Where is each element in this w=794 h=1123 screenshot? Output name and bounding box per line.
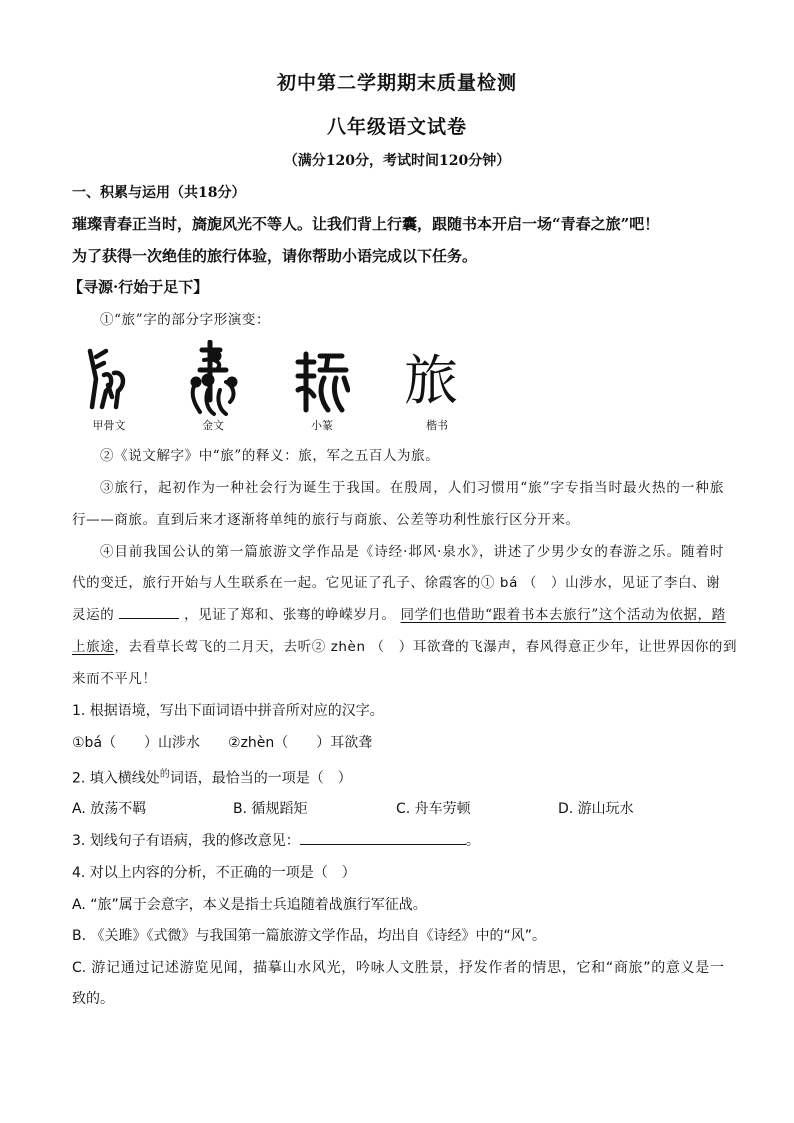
item-4-line-2-post: （ ）山涉水，见证了李白、谢 bbox=[522, 575, 721, 591]
glyph-label-bronze: 金文 bbox=[202, 419, 224, 432]
item-3-line-1: ③旅行，起初作为一种社会行为诞生于我国。在殷周，人们习惯用“旅”字专指当时最火热的一种旅 bbox=[100, 480, 724, 496]
item-2: ②《说文解字》中“旅”的释义：旅，军之五百人为旅。 bbox=[100, 448, 440, 464]
pinyin-zhen: zhèn bbox=[330, 639, 366, 655]
page-subtitle: 八年级语文试卷 bbox=[326, 116, 467, 138]
answer-blank-revision[interactable] bbox=[300, 830, 466, 845]
q4-option-c-line-1[interactable]: C. 游记通过记述游览见闻，描摹山水风光，吟咏人文胜景，抒发作者的情思，它和“商旅”的意义是一 bbox=[72, 960, 724, 976]
q2-option-b[interactable]: B. 循规蹈矩 bbox=[233, 801, 308, 817]
q2-option-a[interactable]: A. 放荡不羁 bbox=[72, 801, 147, 817]
section-heading: 一、积累与运用（共18分） bbox=[72, 185, 246, 201]
regular-script-glyph: 旅 bbox=[404, 349, 458, 412]
oracle-bone-glyph-icon bbox=[84, 345, 130, 415]
question-2-sup: 的 bbox=[159, 769, 170, 780]
small-seal-glyph-icon bbox=[294, 350, 350, 414]
q4-option-b[interactable]: B. 《关雎》《式微》与我国第一篇旅游文学作品，均出自《诗经》中的“风”。 bbox=[72, 928, 547, 944]
item-4-line-1: ④目前我国公认的第一篇旅游文学作品是《诗经·邶风·泉水》，讲述了少男少女的春游之乐。随着时 bbox=[100, 544, 724, 560]
item-4-line-5: 来而不平凡！ bbox=[72, 671, 157, 687]
item-4-line-4 bbox=[72, 635, 738, 655]
item-4-line-3-post: ，见证了郑和、张骞的峥嵘岁月。 bbox=[184, 607, 396, 623]
item-4-line-4-mid: ，去看草长莺飞的二月天，去听② bbox=[114, 639, 326, 655]
item-1: ①“旅”字的部分字形演变： bbox=[100, 312, 271, 328]
underlined-sentence-part-1: 同学们也借助“跟着书本去旅行”这个活动为依据，踏 bbox=[400, 607, 726, 623]
q2-option-c[interactable]: C. 舟车劳顿 bbox=[396, 801, 471, 817]
question-1: 1. 根据语境，写出下面词语中拼音所对应的汉字。 bbox=[72, 703, 384, 719]
question-2-post: 词语，最恰当的一项是（ ） bbox=[169, 770, 352, 787]
question-4: 4. 对以上内容的分析，不正确的一项是（ ） bbox=[72, 865, 356, 881]
item-4-line-2-pre: 代的变迁，旅行开始与人生联系在一起。它见证了孔子、徐霞客的① bbox=[72, 575, 495, 591]
q4-option-c-line-2[interactable]: 致的。 bbox=[72, 991, 114, 1007]
intro-line-2: 为了获得一次绝佳的旅行体验，请你帮助小语完成以下任务。 bbox=[72, 247, 478, 265]
item-4-line-2 bbox=[72, 571, 724, 591]
pinyin-ba: bá bbox=[499, 575, 518, 591]
question-3 bbox=[72, 830, 724, 850]
exam-note: （满分120分，考试时间120分钟） bbox=[283, 153, 511, 169]
glyph-label-seal: 小篆 bbox=[311, 419, 333, 432]
item-4-line-3 bbox=[72, 603, 724, 623]
q2-option-d[interactable]: D. 游山玩水 bbox=[558, 801, 634, 817]
question-3-pre: 3. 划线句子有语病，我的修改意见： bbox=[72, 833, 300, 849]
q4-option-a[interactable]: A. “旅”属于会意字，本义是指士兵追随着战旗行军征战。 bbox=[72, 897, 427, 913]
answer-blank-phrase[interactable] bbox=[119, 604, 179, 619]
bronze-glyph-icon bbox=[186, 340, 242, 418]
glyph-label-regular: 楷书 bbox=[426, 419, 448, 432]
question-2-pre: 2. 填入横线处 bbox=[72, 770, 160, 787]
subsection-heading: 【寻源·行始于足下】 bbox=[68, 278, 209, 296]
glyph-label-oracle: 甲骨文 bbox=[92, 419, 126, 432]
question-1-answers[interactable]: ①bá（ ）山涉水 ②zhèn（ ）耳欲聋 bbox=[72, 735, 373, 751]
item-4-line-3-pre: 灵运的 bbox=[72, 607, 115, 623]
intro-line-1: 璀璨青春正当时，旖旎风光不等人。让我们背上行囊，跟随书本开启一场“青春之旅”吧！ bbox=[72, 215, 660, 233]
underlined-sentence-part-2: 上旅途 bbox=[72, 639, 115, 655]
question-3-post: 。 bbox=[465, 833, 480, 849]
page-title: 初中第二学期期末质量检测 bbox=[276, 72, 517, 94]
item-3-line-2: 行——商旅。直到后来才逐渐将单纯的旅行与商旅、公差等功利性旅行区分开来。 bbox=[72, 512, 580, 528]
question-2 bbox=[72, 765, 724, 788]
item-4-line-4-post: （ ）耳欲聋的飞瀑声，春风得意正少年，让世界因你的到 bbox=[370, 639, 738, 655]
